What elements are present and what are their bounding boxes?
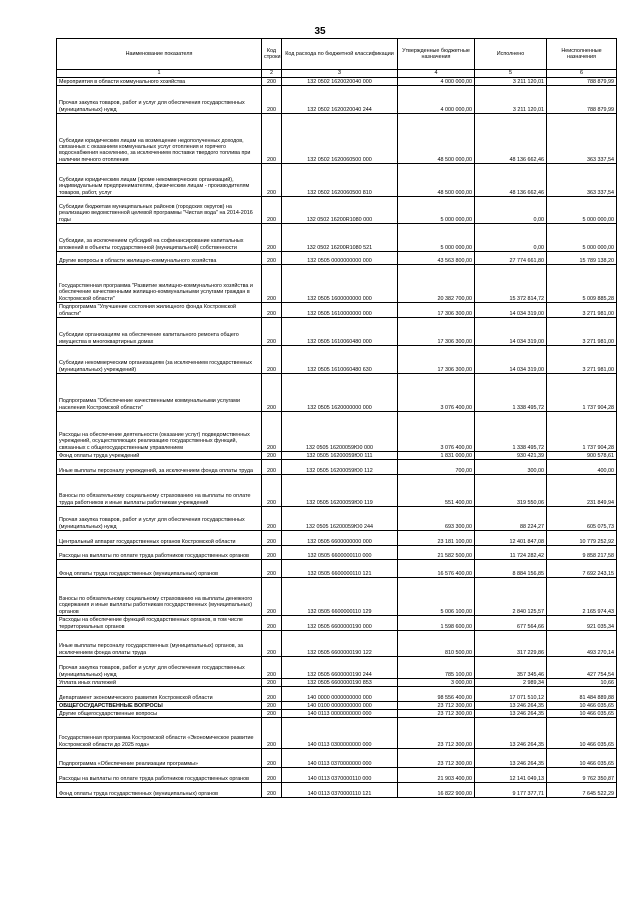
row-code: 132 0505 6600000190 853 [282,679,398,687]
row-approved: 23 712 300,00 [398,749,475,768]
row-line: 200 [262,475,282,507]
row-line: 200 [262,452,282,460]
row-name: Подпрограмма "Обеспечение качественными коммунальными услугами населения Костромской области" [57,374,262,412]
row-executed: 300,00 [475,460,547,475]
row-name: Субсидии юридическим лицам (кроме некоммерческих организаций), индивидуальным предпринимателям, физическим лицам - производителям товаров, работ, услуг [57,164,262,197]
row-name: Субсидии организациям на обеспечение капитального ремонта общего имущества в многоквартирных домах [57,318,262,346]
row-executed: 14 034 319,00 [475,303,547,318]
table-row [57,687,617,702]
row-approved: 17 306 300,00 [398,346,475,374]
header-approved: Утвержденные бюджетные назначения [398,39,475,70]
row-approved: 21 903 400,00 [398,768,475,783]
row-name: ОБЩЕГОСУДАРСТВЕННЫЕ ВОПРОСЫ [57,702,262,710]
table-row [57,164,617,197]
row-executed: 2 989,34 [475,679,547,687]
row-approved: 700,00 [398,460,475,475]
row-line: 200 [262,749,282,768]
row-name: Прочая закупка товаров, работ и услуг для обеспечения государственных (муниципальных) нужд [57,86,262,114]
row-line: 200 [262,578,282,616]
row-line: 200 [262,546,282,560]
row-remaining: 1 737 904,28 [547,412,617,452]
row-code: 132 0505 6600000190 122 [282,631,398,657]
row-executed: 1 338 495,72 [475,374,547,412]
row-approved: 21 582 500,00 [398,546,475,560]
row-executed: 12 401 847,08 [475,531,547,546]
row-approved: 98 556 400,00 [398,687,475,702]
row-approved: 23 712 300,00 [398,710,475,718]
row-approved: 1 831 000,00 [398,452,475,460]
row-remaining: 10 466 035,65 [547,749,617,768]
row-name: Иные выплаты персоналу государственных (муниципальных) органов, за исключением фонда оплаты труда [57,631,262,657]
row-name: Прочая закупка товаров, работ и услуг для обеспечения государственных (муниципальных) нужд [57,657,262,679]
table-row [57,560,617,578]
row-executed: 677 564,66 [475,616,547,631]
table-row [57,768,617,783]
table-row [57,546,617,560]
row-code: 140 0113 0370000110 121 [282,783,398,798]
row-name: Фонд оплаты труда учреждений [57,452,262,460]
row-remaining: 15 789 138,20 [547,252,617,265]
row-code: 132 0502 1620020040 244 [282,86,398,114]
row-name: Мероприятия в области коммунального хозяйства [57,78,262,86]
row-executed: 14 034 319,00 [475,346,547,374]
row-name: Подпрограмма "Улучшение состояния жилищного фонда Костромской области" [57,303,262,318]
table-row [57,718,617,749]
row-executed: 12 141 049,13 [475,768,547,783]
row-executed: 13 246 264,35 [475,718,547,749]
column-number: 3 [282,70,398,78]
row-name: Государственная программа Костромской области «Экономическое развитие Костромской области до 2025 года» [57,718,262,749]
row-code: 132 0505 1610060480 000 [282,318,398,346]
row-remaining: 2 165 974,43 [547,578,617,616]
row-name: Расходы на выплаты по оплате труда работников государственных органов [57,768,262,783]
row-approved: 1 598 600,00 [398,616,475,631]
row-name: Другие вопросы в области жилищно-коммунального хозяйства [57,252,262,265]
row-code: 132 0505 6600000110 121 [282,560,398,578]
row-approved: 4 000 000,00 [398,78,475,86]
row-remaining: 1 737 904,28 [547,374,617,412]
row-name: Расходы на выплаты по оплате труда работников государственных органов [57,546,262,560]
table-row [57,318,617,346]
row-approved: 48 500 000,00 [398,114,475,164]
row-line: 200 [262,768,282,783]
row-executed: 17 071 510,12 [475,687,547,702]
row-code: 132 0502 1620060500 810 [282,164,398,197]
row-name: Департамент экономического развития Костромской области [57,687,262,702]
row-name: Субсидии, за исключением субсидий на софинансирование капитальных вложений в объекты государственной (муниципальной) собственности [57,224,262,252]
row-code: 132 0505 16200059Ю0 244 [282,507,398,531]
header-executed: Исполнено [475,39,547,70]
row-approved: 3 076 400,00 [398,412,475,452]
row-code: 132 0505 1610060480 630 [282,346,398,374]
table-row [57,374,617,412]
row-approved: 17 306 300,00 [398,318,475,346]
row-name: Фонд оплаты труда государственных (муниципальных) органов [57,783,262,798]
header-remaining: Неисполненные назначения [547,39,617,70]
row-remaining: 10 466 035,65 [547,710,617,718]
row-remaining: 5 000 000,00 [547,197,617,224]
table-row [57,578,617,616]
row-code: 140 0000 0000000000 000 [282,687,398,702]
row-approved: 5 000 000,00 [398,197,475,224]
row-remaining: 10,66 [547,679,617,687]
row-remaining: 3 271 981,00 [547,318,617,346]
table-row [57,749,617,768]
row-line: 200 [262,507,282,531]
row-name: Взносы по обязательному социальному страхованию на выплаты по оплате труда работников и иные выплаты работникам учреждений [57,475,262,507]
row-line: 200 [262,78,282,86]
row-line: 200 [262,374,282,412]
row-approved: 17 306 300,00 [398,303,475,318]
column-number: 1 [57,70,262,78]
row-name: Другие общегосударственные вопросы [57,710,262,718]
row-code: 132 0505 6600000110 000 [282,546,398,560]
row-executed: 48 136 662,46 [475,164,547,197]
row-code: 140 0113 0000000000 000 [282,710,398,718]
table-row [57,86,617,114]
column-number: 5 [475,70,547,78]
table-row [57,197,617,224]
row-line: 200 [262,164,282,197]
row-code: 132 0505 16200059Ю0 119 [282,475,398,507]
row-line: 200 [262,197,282,224]
row-line: 200 [262,783,282,798]
row-name: Расходы на обеспечение функций государственных органов, в том числе территориальных органов [57,616,262,631]
row-code: 132 0502 1620060500 000 [282,114,398,164]
row-remaining: 5 009 885,28 [547,265,617,303]
row-executed: 319 550,06 [475,475,547,507]
table-row [57,452,617,460]
row-line: 200 [262,687,282,702]
row-code: 132 0505 6600000190 000 [282,616,398,631]
row-executed: 15 372 814,72 [475,265,547,303]
row-approved: 785 100,00 [398,657,475,679]
table-row [57,679,617,687]
row-remaining: 900 578,61 [547,452,617,460]
budget-execution-table [56,38,617,798]
row-line: 200 [262,224,282,252]
row-approved: 551 400,00 [398,475,475,507]
header-code: Код расхода по бюджетной классификации [282,39,398,70]
row-remaining: 788 879,99 [547,86,617,114]
column-number: 2 [262,70,282,78]
table-row [57,303,617,318]
row-executed: 930 421,39 [475,452,547,460]
row-code: 132 0505 1610000000 000 [282,303,398,318]
row-remaining: 10 466 035,65 [547,702,617,710]
row-executed: 2 840 125,57 [475,578,547,616]
row-remaining: 363 337,54 [547,164,617,197]
row-remaining: 10 466 035,65 [547,718,617,749]
row-line: 200 [262,631,282,657]
header-line: Код строки [262,39,282,70]
table-row [57,531,617,546]
row-code: 140 0113 0370000110 000 [282,768,398,783]
row-remaining: 3 271 981,00 [547,303,617,318]
row-line: 200 [262,265,282,303]
row-remaining: 427 754,54 [547,657,617,679]
row-line: 200 [262,560,282,578]
table-row [57,702,617,710]
row-line: 200 [262,86,282,114]
row-remaining: 9 858 217,58 [547,546,617,560]
column-numbers-row [57,70,617,78]
row-remaining: 788 879,99 [547,78,617,86]
row-executed: 13 246 264,35 [475,702,547,710]
table-row [57,346,617,374]
row-line: 200 [262,531,282,546]
row-remaining: 81 484 889,88 [547,687,617,702]
row-code: 132 0505 0000000000 000 [282,252,398,265]
row-approved: 23 712 300,00 [398,702,475,710]
table-row [57,265,617,303]
row-approved: 23 712 300,00 [398,718,475,749]
row-line: 200 [262,114,282,164]
table-row [57,475,617,507]
row-name: Расходы на обеспечение деятельности (оказание услуг) подведомственных учреждений, осуществляющих реализацию государственных функций, связанных с общегосударственным управлением [57,412,262,452]
table-row [57,710,617,718]
row-remaining: 363 337,54 [547,114,617,164]
row-name: Взносы по обязательному социальному страхованию на выплаты денежного содержания и иные выплаты работникам государственных (муниципальных) органов [57,578,262,616]
row-code: 132 0505 1600000000 000 [282,265,398,303]
row-executed: 8 884 156,85 [475,560,547,578]
row-code: 140 0113 0300000000 000 [282,718,398,749]
row-executed: 88 224,27 [475,507,547,531]
row-executed: 13 246 264,35 [475,749,547,768]
row-remaining: 10 779 252,92 [547,531,617,546]
row-code: 132 0502 16200R1080 000 [282,197,398,224]
table-row [57,252,617,265]
row-executed: 13 246 264,35 [475,710,547,718]
row-code: 132 0502 1620020040 000 [282,78,398,86]
row-line: 200 [262,657,282,679]
row-code: 132 0505 1620000000 000 [282,374,398,412]
row-executed: 27 774 661,80 [475,252,547,265]
row-remaining: 231 849,94 [547,475,617,507]
table-row [57,224,617,252]
row-name: Иные выплаты персоналу учреждений, за исключением фонда оплаты труда [57,460,262,475]
row-line: 200 [262,718,282,749]
row-line: 200 [262,346,282,374]
row-name: Прочая закупка товаров, работ и услуг для обеспечения государственных (муниципальных) нужд [57,507,262,531]
row-executed: 357 345,46 [475,657,547,679]
column-number: 4 [398,70,475,78]
table-row [57,460,617,475]
row-name: Подпрограмма «Обеспечение реализации программы» [57,749,262,768]
row-name: Государственная программа "Развитие жилищно-коммунального хозяйства и обеспечение качественными жилищно-коммунальными услугами граждан в Костромской области" [57,265,262,303]
row-code: 132 0505 6600000190 244 [282,657,398,679]
row-executed: 0,00 [475,224,547,252]
row-approved: 48 500 000,00 [398,164,475,197]
row-line: 200 [262,616,282,631]
table-row [57,783,617,798]
row-executed: 9 177 377,71 [475,783,547,798]
table-header-row [57,39,617,70]
row-line: 200 [262,679,282,687]
row-line: 200 [262,460,282,475]
row-name: Уплата иных платежей [57,679,262,687]
row-line: 200 [262,702,282,710]
row-code: 140 0113 0370000000 000 [282,749,398,768]
row-line: 200 [262,303,282,318]
table-row [57,114,617,164]
row-approved: 693 300,00 [398,507,475,531]
row-remaining: 400,00 [547,460,617,475]
row-name: Фонд оплаты труда государственных (муниципальных) органов [57,560,262,578]
table-row [57,631,617,657]
row-name: Центральный аппарат государственных органов Костромской области [57,531,262,546]
row-code: 132 0505 16200059Ю0 111 [282,452,398,460]
table-row [57,657,617,679]
row-code: 132 0502 16200R1080 521 [282,224,398,252]
header-name: Наименование показателя [57,39,262,70]
row-remaining: 7 645 522,29 [547,783,617,798]
row-executed: 3 211 120,01 [475,86,547,114]
row-name: Субсидии некоммерческим организациям (за исключением государственных (муниципальных) учреждений) [57,346,262,374]
row-line: 200 [262,252,282,265]
table-row [57,507,617,531]
row-executed: 14 034 319,00 [475,318,547,346]
row-approved: 23 181 100,00 [398,531,475,546]
row-executed: 3 211 120,01 [475,78,547,86]
row-approved: 43 563 800,00 [398,252,475,265]
page-number: 35 [314,26,326,37]
column-number: 6 [547,70,617,78]
row-remaining: 5 000 000,00 [547,224,617,252]
table-row [57,78,617,86]
row-code: 140 0100 0000000000 000 [282,702,398,710]
row-executed: 317 229,86 [475,631,547,657]
row-approved: 16 576 400,00 [398,560,475,578]
row-code: 132 0505 6600000000 000 [282,531,398,546]
row-approved: 16 822 900,00 [398,783,475,798]
row-line: 200 [262,710,282,718]
row-name: Субсидии юридическим лицам на возмещение недополученных доходов, связанных с оказанием коммунальных услуг отопления и горячего водоснабжения населению, за исключением поставки твердого топлива при наличии печного отопления [57,114,262,164]
row-executed: 1 338 495,72 [475,412,547,452]
row-approved: 20 382 700,00 [398,265,475,303]
row-remaining: 493 270,14 [547,631,617,657]
table-row [57,616,617,631]
row-executed: 48 136 662,46 [475,114,547,164]
row-remaining: 3 271 981,00 [547,346,617,374]
row-line: 200 [262,318,282,346]
row-code: 132 0505 16200059Ю0 000 [282,412,398,452]
row-code: 132 0505 6600000110 129 [282,578,398,616]
row-approved: 5 006 100,00 [398,578,475,616]
row-executed: 11 724 282,42 [475,546,547,560]
row-remaining: 9 762 350,87 [547,768,617,783]
row-code: 132 0505 16200059Ю0 112 [282,460,398,475]
row-approved: 3 076 400,00 [398,374,475,412]
row-line: 200 [262,412,282,452]
row-remaining: 605 075,73 [547,507,617,531]
row-approved: 5 000 000,00 [398,224,475,252]
row-remaining: 921 035,34 [547,616,617,631]
table-row [57,412,617,452]
row-approved: 4 000 000,00 [398,86,475,114]
row-remaining: 7 692 243,15 [547,560,617,578]
row-approved: 810 500,00 [398,631,475,657]
row-name: Субсидии бюджетам муниципальных районов (городских округов) на реализацию ведомственной целевой программы "Чистая вода" на 2014-2016 годы [57,197,262,224]
row-approved: 3 000,00 [398,679,475,687]
row-executed: 0,00 [475,197,547,224]
